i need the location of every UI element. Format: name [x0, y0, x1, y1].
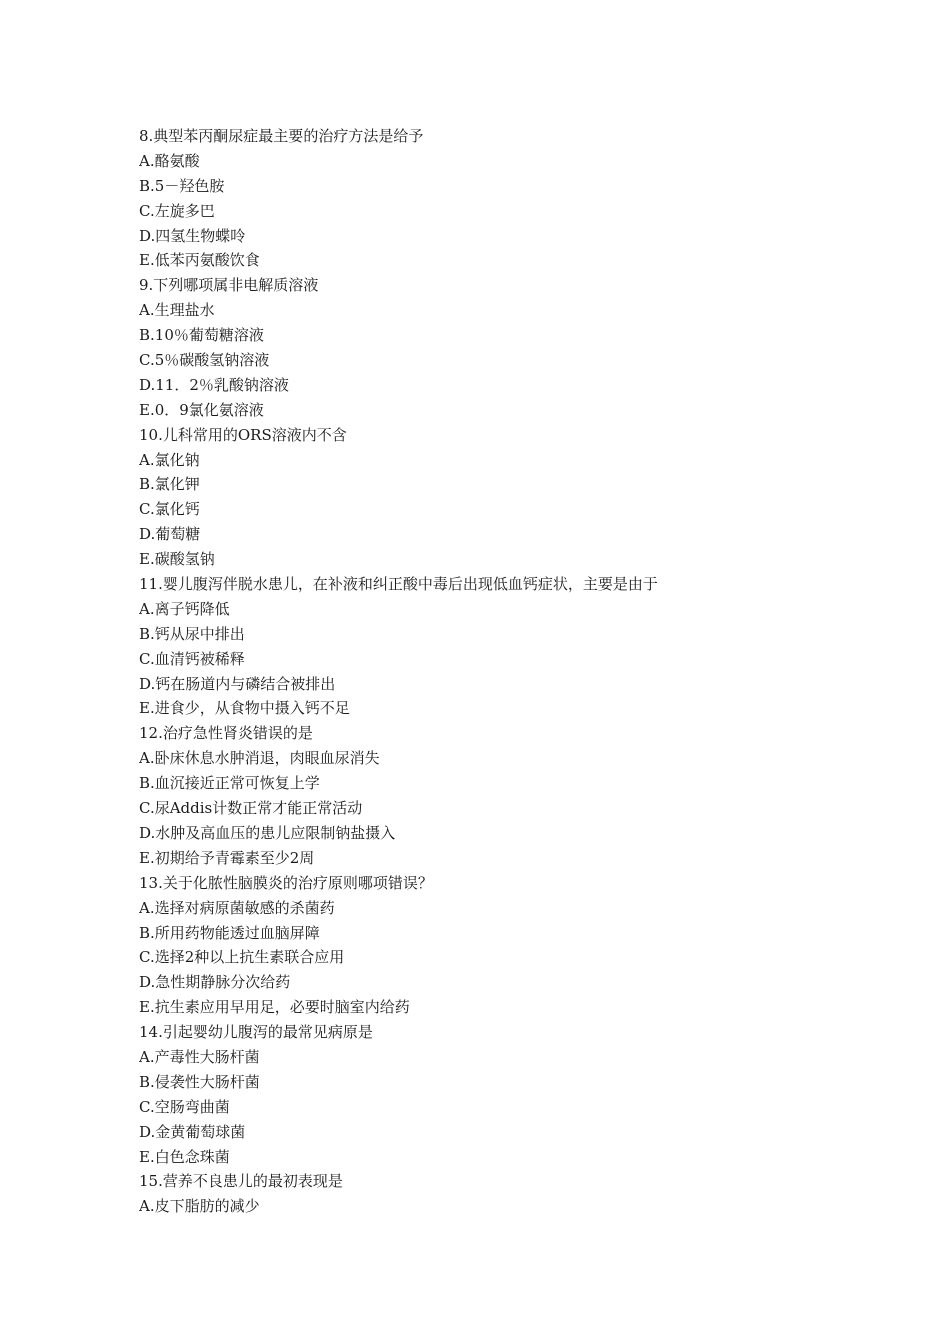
question-list — [139, 124, 879, 1219]
option-c: C.5％碳酸氢钠溶液 — [139, 351, 270, 370]
option-b: B.钙从尿中排出 — [139, 624, 245, 643]
option-c: C.左旋多巴 — [139, 201, 215, 220]
question-9 — [139, 273, 879, 422]
option-d: D.四氢生物蝶呤 — [139, 226, 246, 245]
option-d: D.金黄葡萄球菌 — [139, 1122, 246, 1141]
option-c: C.氯化钙 — [139, 500, 200, 519]
option-e: E.进食少，从食物中摄入钙不足 — [139, 699, 350, 718]
option-a: A.离子钙降低 — [139, 599, 230, 618]
option-a: A.卧床休息水肿消退，肉眼血尿消失 — [139, 749, 380, 768]
question-stem: 11.婴儿腹泻伴脱水患儿，在补液和纠正酸中毒后出现低血钙症状，主要是由于 — [139, 575, 658, 594]
question-stem: 8.典型苯丙酮尿症最主要的治疗方法是给予 — [139, 127, 424, 145]
option-e: E.初期给予青霉素至少2周 — [139, 848, 315, 867]
question-11 — [139, 572, 879, 721]
question-stem: 12.治疗急性肾炎错误的是 — [139, 724, 313, 743]
option-b: B.血沉接近正常可恢复上学 — [139, 774, 320, 793]
option-a: A.氯化钠 — [139, 450, 200, 469]
question-14 — [139, 1020, 879, 1169]
option-d: D.急性期静脉分次给药 — [139, 973, 291, 992]
question-stem: 14.引起婴幼儿腹泻的最常见病原是 — [139, 1023, 373, 1042]
option-d: D.葡萄糖 — [139, 525, 201, 544]
question-15 — [139, 1169, 879, 1219]
option-e: E.0．9氯化氨溶液 — [139, 400, 264, 419]
option-a: A.选择对病原菌敏感的杀菌药 — [139, 898, 335, 917]
option-c: C.血清钙被稀释 — [139, 649, 245, 668]
option-e: E.抗生素应用早用足，必要时脑室内给药 — [139, 998, 410, 1017]
option-c: C.选择2种以上抗生素联合应用 — [139, 948, 345, 967]
option-b: B.氯化钾 — [139, 475, 200, 494]
option-e: E.低苯丙氨酸饮食 — [139, 251, 260, 270]
question-12 — [139, 721, 879, 870]
question-stem: 9.下列哪项属非电解质溶液 — [139, 276, 319, 295]
option-d: D.钙在肠道内与磷结合被排出 — [139, 674, 336, 693]
option-d: D.水肿及高血压的患儿应限制钠盐摄入 — [139, 823, 396, 842]
option-c: C.尿Addis计数正常才能正常活动 — [139, 799, 363, 818]
question-10 — [139, 423, 879, 572]
option-e: E.白色念珠菌 — [139, 1147, 230, 1166]
option-b: B.10％葡萄糖溶液 — [139, 326, 264, 345]
question-stem: 15.营养不良患儿的最初表现是 — [139, 1172, 343, 1191]
option-e: E.碳酸氢钠 — [139, 550, 215, 569]
option-b: B.所用药物能透过血脑屏障 — [139, 923, 320, 942]
option-a: A.产毒性大肠杆菌 — [139, 1047, 260, 1066]
question-stem: 13.关于化脓性脑膜炎的治疗原则哪项错误？ — [139, 873, 433, 892]
option-a: A.生理盐水 — [139, 301, 215, 320]
option-b: B.5－羟色胺 — [139, 176, 225, 195]
question-stem: 10.儿科常用的ORS溶液内不含 — [139, 425, 347, 444]
option-a: A.酪氨酸 — [139, 151, 200, 170]
question-13 — [139, 871, 879, 1020]
question-8 — [139, 124, 879, 273]
option-d: D.11．2％乳酸钠溶液 — [139, 375, 289, 394]
option-c: C.空肠弯曲菌 — [139, 1097, 230, 1116]
option-b: B.侵袭性大肠杆菌 — [139, 1072, 260, 1091]
option-a: A.皮下脂肪的减少 — [139, 1197, 260, 1216]
